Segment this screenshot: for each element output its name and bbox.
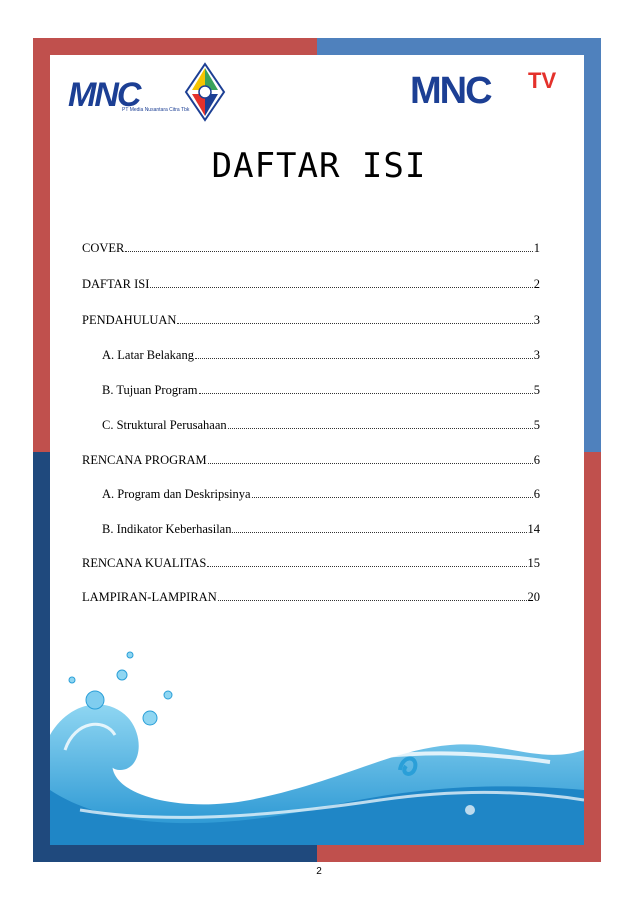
frame-top-right: [317, 38, 601, 55]
wave-decoration: [50, 640, 584, 845]
toc-entry-label: B. Indikator Keberhasilan: [102, 522, 232, 536]
toc-entry: [82, 310, 540, 328]
toc-entry: [82, 274, 540, 292]
toc-entry: [82, 519, 540, 537]
frame-left-bottom: [33, 452, 50, 862]
toc-entry-label: A. Latar Belakang: [102, 348, 194, 362]
toc-leader-dots: [199, 393, 533, 394]
toc-entry: [82, 450, 540, 468]
toc-entry-page: 5: [533, 383, 540, 397]
page-title: DAFTAR ISI: [211, 146, 427, 186]
mnctv-logo-text: MNC: [410, 70, 491, 112]
toc-leader-dots: [218, 600, 527, 601]
toc-entry-page: 3: [533, 313, 540, 327]
frame-bottom-right: [317, 845, 601, 862]
frame-right-top: [584, 38, 601, 452]
frame-right-bottom: [584, 452, 601, 862]
toc-entry: [82, 238, 540, 256]
page-number: 2: [316, 866, 322, 877]
toc-entry-page: 5: [533, 418, 540, 432]
toc-entry-page: 2: [533, 277, 540, 291]
toc-entry-page: 1: [533, 241, 540, 255]
toc-entry: [82, 345, 540, 363]
toc-leader-dots: [208, 463, 533, 464]
toc-entry: [82, 553, 540, 571]
toc-leader-dots: [150, 287, 532, 288]
frame-bottom-left: [33, 845, 317, 862]
frame-left-top: [33, 38, 50, 452]
toc-leader-dots: [232, 532, 526, 533]
mnctv-logo-tv: TV: [528, 68, 557, 93]
toc-leader-dots: [207, 566, 526, 567]
toc-entry-page: 14: [527, 522, 540, 536]
toc-leader-dots: [125, 251, 532, 252]
toc-leader-dots: [195, 358, 533, 359]
toc-entry-page: 20: [527, 590, 540, 604]
toc-entry: [82, 484, 540, 502]
toc-entry-label: COVER: [82, 241, 125, 255]
toc-entry-label: PENDAHULUAN: [82, 313, 177, 327]
toc-leader-dots: [177, 323, 532, 324]
toc-entry-label: RENCANA PROGRAM: [82, 453, 207, 467]
toc-entry-label: RENCANA KUALITAS: [82, 556, 207, 570]
mnctv-logo: [410, 66, 580, 116]
toc-entry: [82, 380, 540, 398]
mnc-logo: [68, 62, 228, 122]
toc-entry: [82, 587, 540, 605]
frame-top-left: [33, 38, 317, 55]
toc-entry-page: 3: [533, 348, 540, 362]
toc-entry-label: DAFTAR ISI: [82, 277, 150, 291]
mnc-logo-text: MNC: [68, 76, 140, 114]
mnc-diamond-icon: [184, 62, 226, 122]
toc-entry-page: 15: [527, 556, 540, 570]
toc-entry-label: LAMPIRAN-LAMPIRAN: [82, 590, 217, 604]
mnc-logo-subtext: PT Media Nusantara Citra Tbk: [122, 107, 190, 113]
toc-entry-page: 6: [533, 453, 540, 467]
toc-leader-dots: [252, 497, 533, 498]
toc-entry-page: 6: [533, 487, 540, 501]
toc-entry-label: A. Program dan Deskripsinya: [102, 487, 251, 501]
toc-entry-label: B. Tujuan Program: [102, 383, 198, 397]
toc-entry-label: C. Struktural Perusahaan: [102, 418, 227, 432]
toc-entry: [82, 415, 540, 433]
toc-leader-dots: [228, 428, 533, 429]
